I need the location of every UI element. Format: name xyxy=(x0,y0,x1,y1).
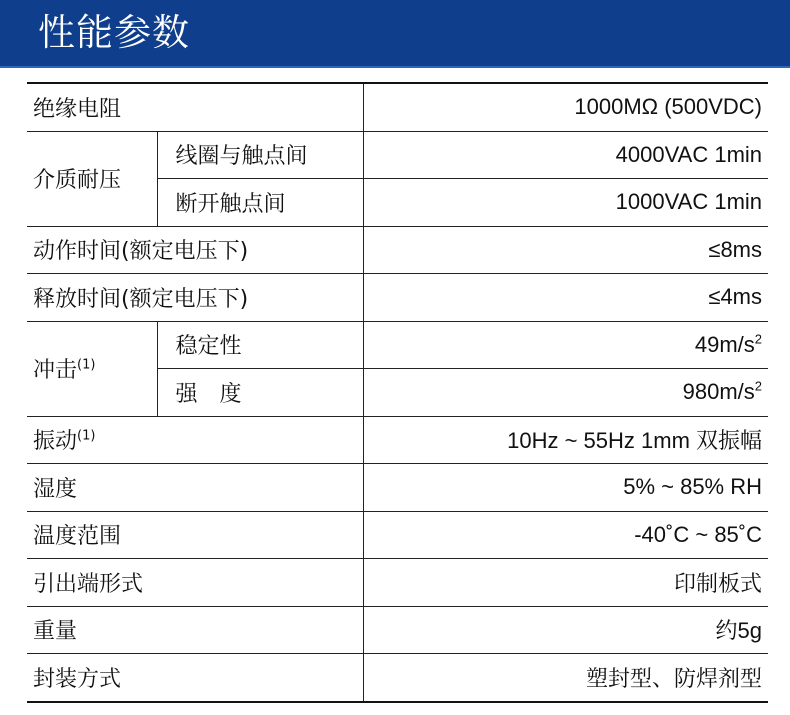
param-label: 动作时间(额定电压下) xyxy=(27,226,363,274)
param-label: 重量 xyxy=(27,606,363,654)
param-value: 5% ~ 85% RH xyxy=(363,464,768,512)
param-value: 印制板式 xyxy=(363,559,768,607)
table-row xyxy=(27,321,768,369)
param-value: 约5g xyxy=(363,606,768,654)
footnote-marker: (1) xyxy=(77,357,96,373)
param-value: 4000VAC 1min xyxy=(363,131,768,179)
param-sublabel: 线圈与触点间 xyxy=(157,131,363,179)
table-row xyxy=(27,464,768,512)
table-row xyxy=(27,131,768,179)
header-banner xyxy=(0,0,790,68)
param-sublabel: 断开触点间 xyxy=(157,179,363,227)
param-value: ≤8ms xyxy=(363,226,768,274)
param-label: 冲击 xyxy=(33,358,78,383)
table-row xyxy=(27,274,768,322)
param-label: 温度范围 xyxy=(27,511,363,559)
param-value: 49m/s xyxy=(694,331,755,357)
spec-table xyxy=(27,82,768,703)
param-value: 1000VAC 1min xyxy=(363,179,768,227)
table-row xyxy=(27,226,768,274)
param-value-cell xyxy=(363,321,768,369)
param-value: 1000MΩ (500VDC) xyxy=(363,83,768,131)
param-value-cell xyxy=(363,369,768,417)
param-label: 绝缘电阻 xyxy=(27,83,363,131)
exponent: 2 xyxy=(754,378,763,394)
param-sublabel: 稳定性 xyxy=(157,321,363,369)
param-value: ≤4ms xyxy=(363,274,768,322)
table-row xyxy=(27,511,768,559)
table-row xyxy=(27,83,768,131)
param-value: 塑封型、防焊剂型 xyxy=(363,654,768,702)
param-value: -40˚C ~ 85˚C xyxy=(363,511,768,559)
table-row xyxy=(27,654,768,702)
param-label: 释放时间(额定电压下) xyxy=(27,274,363,322)
table-row xyxy=(27,606,768,654)
param-label: 介质耐压 xyxy=(27,131,157,226)
footnote-marker: (1) xyxy=(77,428,96,444)
param-value: 980m/s xyxy=(682,379,755,405)
param-value: 10Hz ~ 55Hz 1mm 双振幅 xyxy=(363,416,768,464)
param-label: 湿度 xyxy=(27,464,363,512)
param-sublabel: 强 度 xyxy=(157,369,363,417)
table-row xyxy=(27,416,768,464)
param-label: 引出端形式 xyxy=(27,559,363,607)
param-label: 封装方式 xyxy=(27,654,363,702)
header-accent-line xyxy=(0,66,790,68)
page-title: 性能参数 xyxy=(38,11,190,54)
param-label: 振动 xyxy=(33,429,78,455)
table-row xyxy=(27,559,768,607)
param-label-cell xyxy=(27,416,363,464)
param-label-cell xyxy=(27,321,157,416)
exponent: 2 xyxy=(754,331,763,347)
